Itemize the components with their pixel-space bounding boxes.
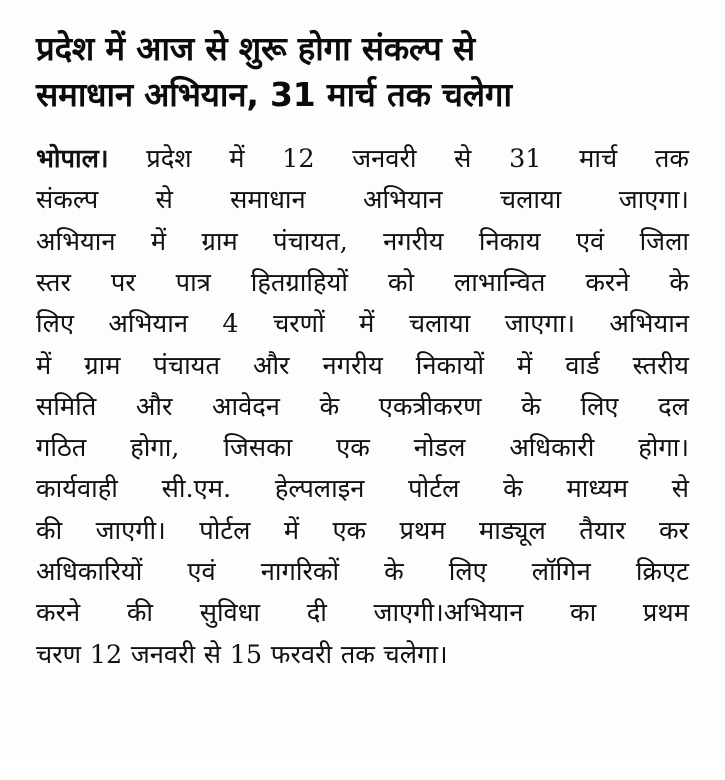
headline-line-2: समाधान अभियान, 31 मार्च तक चलेगा <box>36 74 512 114</box>
body-line: अभियान में ग्राम पंचायत, नगरीय निकाय एवं जिला <box>36 226 689 257</box>
body-line: समिति और आवेदन के एकत्रीकरण के लिए दल <box>36 391 689 422</box>
body-line: चरण 12 जनवरी से 15 फरवरी तक चलेगा। <box>36 639 448 670</box>
headline-line-1: प्रदेश में आज से शुरू होगा संकल्प से <box>36 29 475 68</box>
body-line: करने की सुविधा दी जाएगी।अभियान का प्रथम <box>36 598 689 629</box>
body-line: कार्यवाही सी.एम. हेल्पलाइन पोर्टल के माध्यम से <box>36 474 689 505</box>
body-line: भोपाल। प्रदेश में 12 जनवरी से 31 मार्च तक <box>36 139 689 180</box>
article-body <box>34 139 691 676</box>
dateline: भोपाल। <box>36 144 109 175</box>
body-line: स्तर पर पात्र हितग्राहियों को लाभान्वित करने के <box>36 267 689 298</box>
page-footer-band <box>0 758 725 780</box>
body-line: अधिकारियों एवं नागरिकों के लिए लॉगिन क्रिएट <box>36 557 689 588</box>
body-line: गठित होगा, जिसका एक नोडल अधिकारी होगा। <box>36 433 689 464</box>
body-line: की जाएगी। पोर्टल में एक प्रथम माड्यूल तैयार कर <box>36 515 689 546</box>
body-line: में ग्राम पंचायत और नगरीय निकायों में वार्ड स्तरीय <box>36 350 689 381</box>
body-line: संकल्प से समाधान अभियान चलाया जाएगा। <box>36 185 689 216</box>
body-line: लिए अभियान 4 चरणों में चलाया जाएगा। अभियान <box>36 309 689 340</box>
page-title <box>34 26 691 117</box>
